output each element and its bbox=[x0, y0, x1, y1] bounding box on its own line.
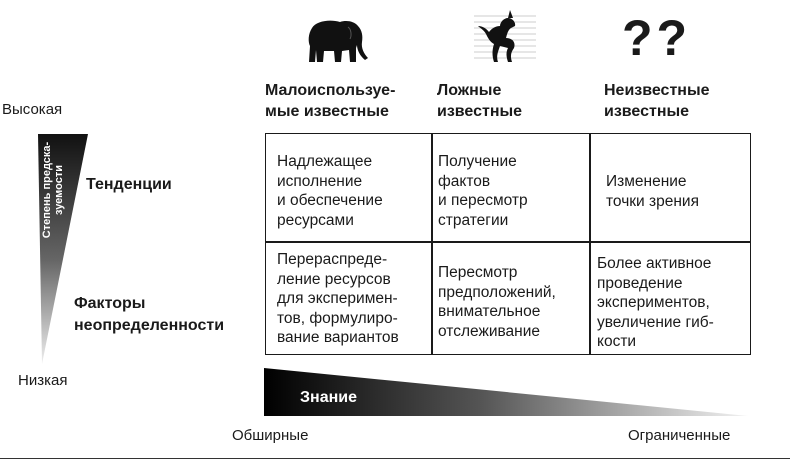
predictability-label: Степень предска- зуемости bbox=[41, 141, 65, 239]
column-header-unknown-known: Неизвестные известные bbox=[604, 82, 710, 120]
cell-trends-underused: Надлежащее исполнение и обеспечение ресурсами bbox=[277, 153, 383, 229]
elephant-icon bbox=[304, 18, 372, 64]
unicorn-icon bbox=[470, 6, 540, 66]
column-header-underused-known: Малоиспользуе- мые известные bbox=[265, 82, 396, 120]
cell-uncertainty-unknown: Более активное проведение экспериментов, увеличение гиб- кости bbox=[597, 255, 714, 350]
bottom-divider bbox=[0, 458, 790, 459]
cell-uncertainty-underused: Перераспреде- ление ресурсов для эксперимен- тов, формулиро- вание вариантов bbox=[277, 251, 399, 346]
predictability-high-label: Высокая bbox=[2, 101, 63, 118]
knowledge-left-label: Обширные bbox=[232, 427, 309, 444]
cell-trends-unknown: Изменение точки зрения bbox=[606, 173, 699, 210]
predictability-low-label: Низкая bbox=[18, 372, 68, 389]
column-header-false-known: Ложные известные bbox=[437, 82, 523, 120]
knowledge-label: Знание bbox=[300, 389, 357, 406]
cell-trends-false: Получение фактов и пересмотр стратегии bbox=[438, 153, 528, 229]
cell-uncertainty-false: Пересмотр предположений, внимательное отслеживание bbox=[438, 264, 556, 340]
knowledge-right-label: Ограниченные bbox=[628, 427, 731, 444]
question-marks-icon: ?? bbox=[622, 10, 692, 66]
row-label-trends: Тенденции bbox=[86, 176, 172, 193]
row-label-uncertainties: Факторы неопределенности bbox=[74, 295, 225, 334]
